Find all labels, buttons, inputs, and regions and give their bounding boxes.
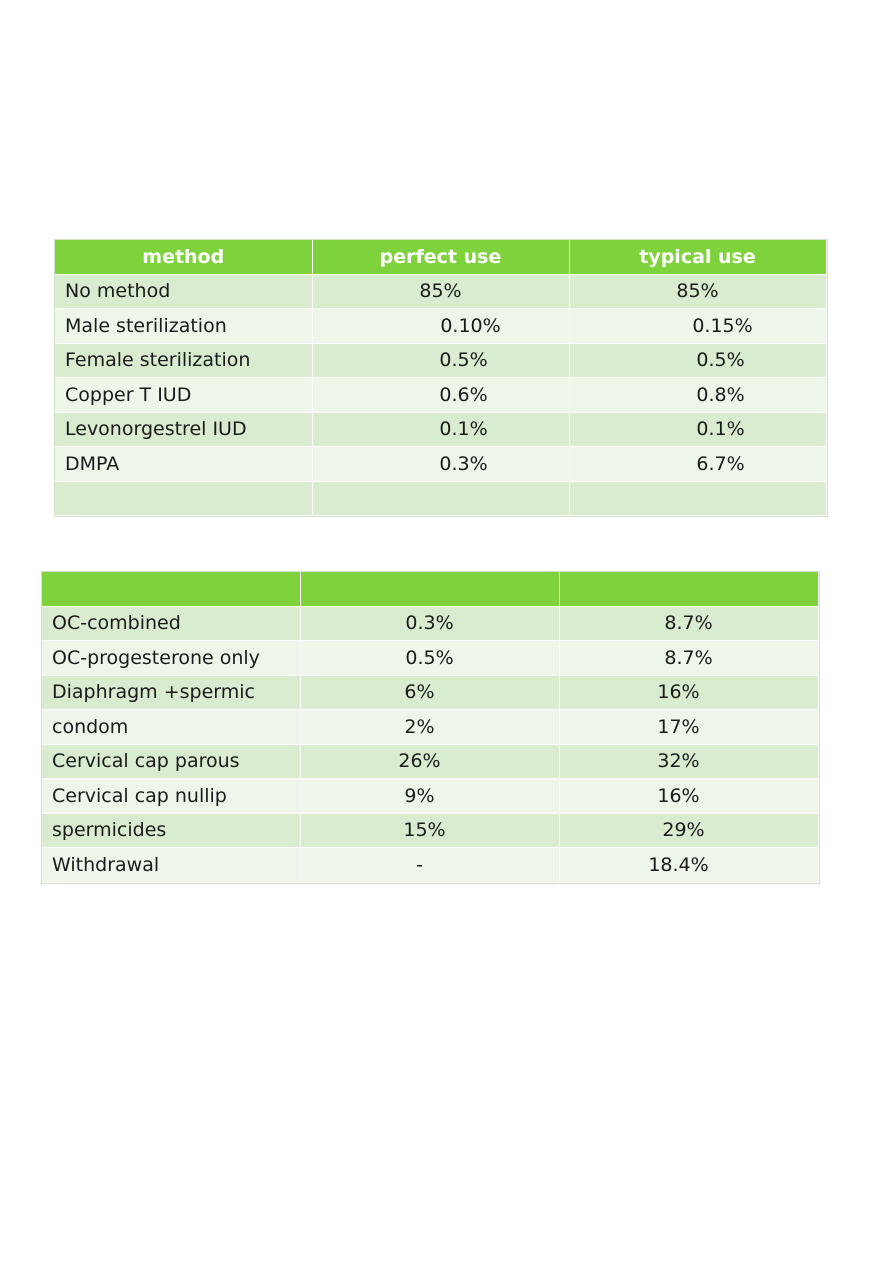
method-cell: Male sterilization <box>55 309 312 344</box>
typical-use-cell: 18.4% <box>559 848 818 883</box>
method-cell: condom <box>42 710 300 745</box>
method-cell: Cervical cap parous <box>42 744 300 779</box>
header-typical-use <box>559 572 818 606</box>
table-row-empty <box>55 481 826 516</box>
perfect-use-cell: 0.5% <box>312 343 569 378</box>
method-cell: OC-progesterone only <box>42 641 300 676</box>
perfect-use-cell: 0.6% <box>312 378 569 413</box>
table-header-row <box>55 240 826 274</box>
header-method: method <box>55 240 312 274</box>
typical-use-cell: 16% <box>559 779 818 814</box>
contraception-table-1 <box>55 240 827 516</box>
table-row <box>55 412 826 447</box>
method-cell: OC-combined <box>42 606 300 641</box>
table-header-row <box>42 572 818 606</box>
perfect-use-cell: - <box>300 848 559 883</box>
typical-use-cell: 6.7% <box>569 447 826 482</box>
table-row <box>42 848 818 883</box>
perfect-use-cell: 0.1% <box>312 412 569 447</box>
perfect-use-cell: 0.3% <box>300 606 559 641</box>
header-typical-use: typical use <box>569 240 826 274</box>
method-cell <box>55 481 312 516</box>
perfect-use-cell: 26% <box>300 744 559 779</box>
typical-use-cell: 17% <box>559 710 818 745</box>
table-row <box>42 606 818 641</box>
table-row <box>55 309 826 344</box>
typical-use-cell <box>569 481 826 516</box>
typical-use-cell: 8.7% <box>559 606 818 641</box>
typical-use-cell: 16% <box>559 675 818 710</box>
perfect-use-cell: 85% <box>312 274 569 309</box>
typical-use-cell: 85% <box>569 274 826 309</box>
perfect-use-cell: 6% <box>300 675 559 710</box>
method-cell: Levonorgestrel IUD <box>55 412 312 447</box>
method-cell: spermicides <box>42 813 300 848</box>
method-cell: Diaphragm +spermic <box>42 675 300 710</box>
perfect-use-cell: 2% <box>300 710 559 745</box>
method-cell: No method <box>55 274 312 309</box>
table-row <box>55 447 826 482</box>
table-row <box>55 343 826 378</box>
header-method <box>42 572 300 606</box>
perfect-use-cell: 0.3% <box>312 447 569 482</box>
table-row <box>42 675 818 710</box>
perfect-use-cell: 9% <box>300 779 559 814</box>
typical-use-cell: 0.8% <box>569 378 826 413</box>
perfect-use-cell <box>312 481 569 516</box>
typical-use-cell: 0.1% <box>569 412 826 447</box>
perfect-use-cell: 0.5% <box>300 641 559 676</box>
typical-use-cell: 0.5% <box>569 343 826 378</box>
method-cell: Copper T IUD <box>55 378 312 413</box>
table-row <box>42 813 818 848</box>
table-row <box>42 779 818 814</box>
perfect-use-cell: 0.10% <box>312 309 569 344</box>
table-row <box>42 744 818 779</box>
method-cell: Cervical cap nullip <box>42 779 300 814</box>
perfect-use-cell: 15% <box>300 813 559 848</box>
table-row <box>55 274 826 309</box>
typical-use-cell: 29% <box>559 813 818 848</box>
method-cell: Female sterilization <box>55 343 312 378</box>
table-row <box>55 378 826 413</box>
header-perfect-use <box>300 572 559 606</box>
method-cell: DMPA <box>55 447 312 482</box>
method-cell: Withdrawal <box>42 848 300 883</box>
header-perfect-use: perfect use <box>312 240 569 274</box>
typical-use-cell: 8.7% <box>559 641 818 676</box>
table-row <box>42 710 818 745</box>
table-row <box>42 641 818 676</box>
typical-use-cell: 0.15% <box>569 309 826 344</box>
typical-use-cell: 32% <box>559 744 818 779</box>
contraception-table-2 <box>42 572 819 883</box>
